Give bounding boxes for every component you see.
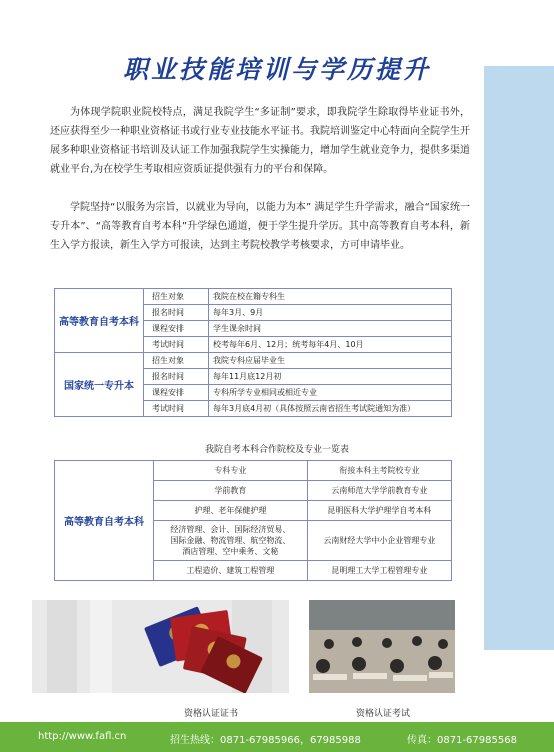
program-name: 高等教育自考本科 [55, 461, 154, 581]
partner-table-title: 我院自考本科合作院校及专业一览表 [204, 445, 349, 455]
row-label: 课程安排 [144, 385, 209, 401]
program-name: 国家统一专升本 [55, 353, 144, 417]
target-cell: 昆明医科大学护理学自考本科 [307, 501, 451, 521]
target-cell: 云南师范大学学前教育专业 [307, 481, 451, 501]
column-header: 专科专业 [154, 461, 308, 481]
row-label: 招生对象 [144, 353, 209, 369]
major-line: 酒店管理、空中乘务、文秘 [182, 547, 279, 556]
target-cell: 云南财经大学中小企业管理专业 [307, 521, 451, 561]
row-label: 报名时间 [144, 305, 209, 321]
footer-bar [0, 722, 554, 752]
row-value: 学生课余时间 [209, 321, 452, 337]
education-programs-table [54, 288, 452, 417]
certificates-caption: 资格认证证书 [184, 709, 239, 719]
row-value: 校考每年6月、12月；统考每年4月、10月 [209, 337, 452, 353]
row-value: 每年3月底4月初（具体按照云南省招生考试院通知为准） [209, 401, 452, 417]
major-cell: 学前教育 [154, 481, 308, 501]
major-cell: 护理、老年保健护理 [154, 501, 308, 521]
partner-schools-table [54, 460, 452, 581]
major-line: 国际金融、物流管理、航空物流、 [170, 536, 291, 545]
program-name: 高等教育自考本科 [55, 289, 144, 353]
decorative-side-bar [484, 66, 554, 650]
page-title: 职业技能培训与学历提升 [122, 55, 431, 84]
major-line: 经济管理、会计、国际经济贸易、 [170, 525, 291, 534]
exam-hall-photo [309, 600, 455, 693]
enrollment-hotline: 招生热线：0871-67985966，67985988 [170, 735, 361, 746]
exam-caption: 资格认证考试 [356, 709, 411, 719]
intro-paragraph-1: 为体现学院职业院校特点，满足我院学生“多证制”要求，即我院学生除取得毕业证书外，还应获得至少一种职业资格证书或行业专业技能水平证书。我院培训鉴定中心特面向全院学生开展多种职业资格证书培训及认证工作加强我院学生实操能力，增加学生就业竞争力，提供多渠道就业平台,为在校学生考取相应资质证提供强有力的平台和保障。 [50, 107, 470, 175]
major-cell [154, 521, 308, 561]
row-label: 课程安排 [144, 321, 209, 337]
row-label: 报名时间 [144, 369, 209, 385]
row-label: 考试时间 [144, 401, 209, 417]
row-value: 我院在校在籍专科生 [209, 289, 452, 305]
row-value: 我院专科应届毕业生 [209, 353, 452, 369]
row-value: 每年3月、9月 [209, 305, 452, 321]
row-label: 招生对象 [144, 289, 209, 305]
table-row [55, 289, 452, 305]
row-label: 考试时间 [144, 337, 209, 353]
intro-paragraph-2: 学院坚持“以服务为宗旨，以就业为导向，以能力为本” 满足学生升学需求，融合“国家统一专升本”、“高等教育自考本科”升学绿色通道，便于学生提升学历。其中高等教育自考本科，新生入学方报读，新生入学方可报读，达到主考院校教学考核要求，方可申请毕业。 [50, 202, 470, 251]
column-header: 衔接本科主考院校专业 [307, 461, 451, 481]
row-value: 专科所学专业相同或相近专业 [209, 385, 452, 401]
table-header-row [55, 461, 452, 481]
table-row [55, 353, 452, 369]
fax-number: 传真：0871-67985568 [407, 735, 517, 746]
major-cell: 工程造价、建筑工程管理 [154, 561, 308, 581]
website-link[interactable]: http://www.fafl.cn [38, 731, 127, 742]
row-value: 每年11月底12月初 [209, 369, 452, 385]
certificates-photo [32, 600, 289, 693]
target-cell: 昆明理工大学工程管理专业 [307, 561, 451, 581]
